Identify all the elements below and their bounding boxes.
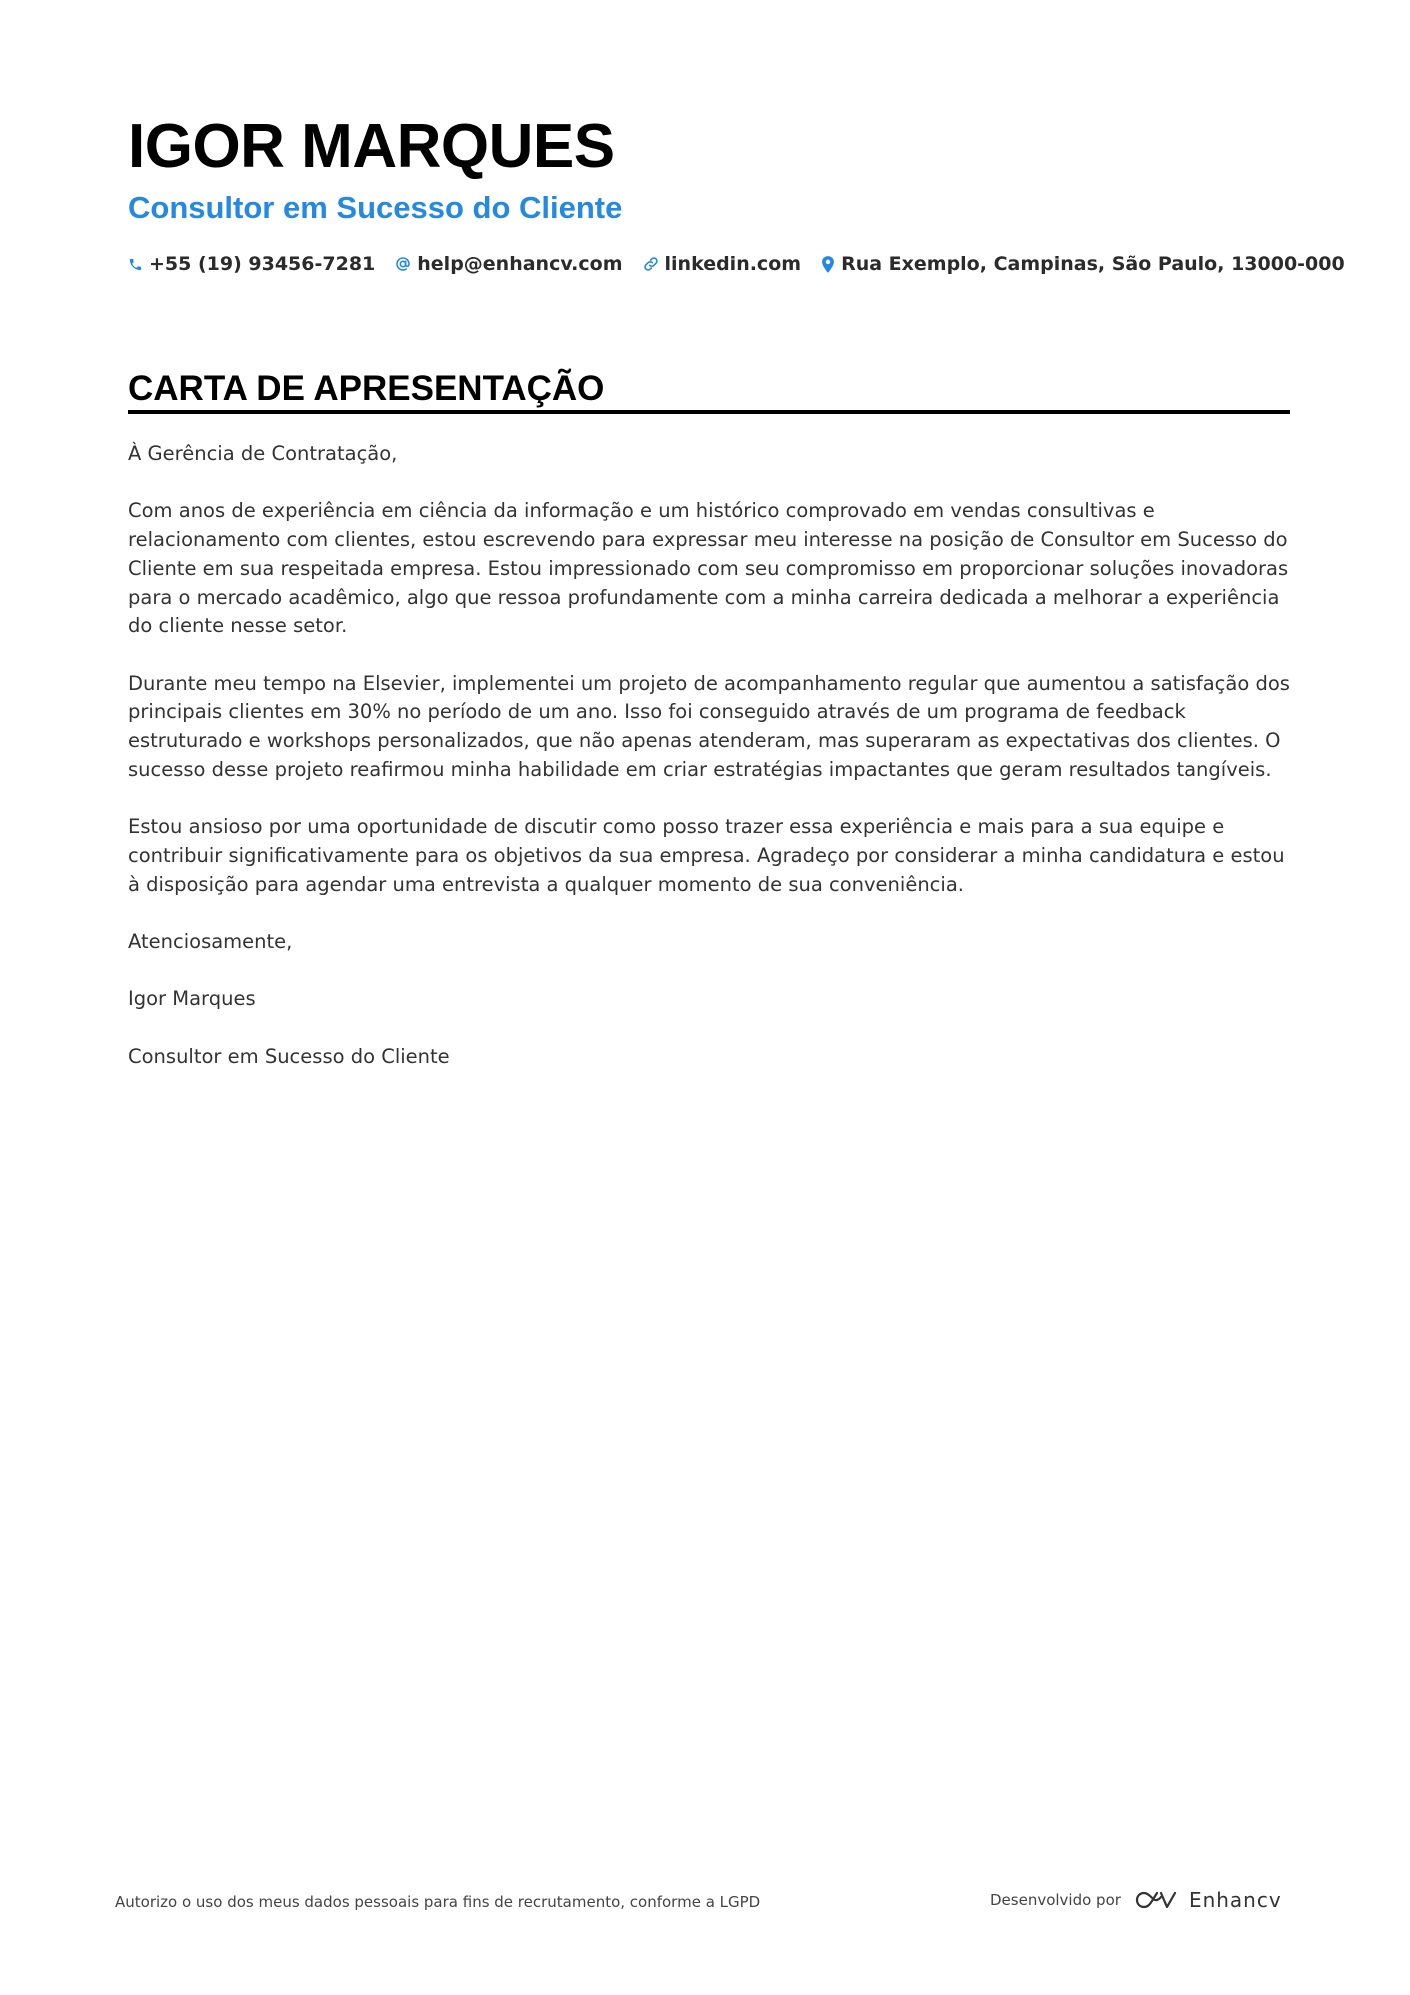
letter-closing: Atenciosamente, [128,929,293,953]
contact-linkedin[interactable] [643,253,802,275]
at-icon [395,256,411,272]
signature-name: Igor Marques [128,987,256,1011]
enhancv-logo-text: Enhancv [1188,1888,1282,1912]
enhancv-logo-icon [1133,1888,1179,1912]
letter-paragraph: Durante meu tempo na Elsevier, implementei um projeto de acompanhamento regular que aumentou a satisfação dos principais clientes em 30% no período de um ano. Isso foi conseguido através de um programa de feedback estruturado e workshops personalizados, que não apenas atenderam, mas superaram as expectativas dos clientes. O sucesso desse projeto reafirmou minha habilidade em criar estratégias impactantes que geram resultados tangíveis. [128,671,1290,781]
powered-by[interactable] [990,1888,1282,1912]
link-icon [643,256,659,272]
letter-greeting: À Gerência de Contratação, [128,442,398,465]
contact-phone-text: +55 (19) 93456-7281 [149,253,376,275]
contact-bar [128,253,1365,275]
contact-address [821,253,1345,275]
section-divider [128,410,1290,414]
powered-by-label: Desenvolvido por [990,1891,1121,1909]
contact-linkedin-text: linkedin.com [664,253,802,275]
letter-paragraph: Estou ansioso por uma oportunidade de discutir como posso trazer essa experiência e mais para a sua equipe e contribuir significativamente para os objetivos da sua empresa. Agradeço por considerar a minha candidatura e estou à disposição para agendar uma entrevista a qualquer momento de sua conveniência. [128,815,1285,896]
contact-email[interactable] [395,253,622,275]
enhancv-logo[interactable] [1133,1888,1282,1912]
location-pin-icon [821,256,835,273]
phone-icon [128,257,143,272]
candidate-role: Consultor em Sucesso do Cliente [128,190,623,225]
letter-body [128,440,1290,1100]
contact-address-text: Rua Exemplo, Campinas, São Paulo, 13000-000 [841,253,1345,275]
signature-role: Consultor em Sucesso do Cliente [128,1044,450,1068]
letter-paragraph: Com anos de experiência em ciência da informação e um histórico comprovado em vendas consultivas e relacionamento com clientes, estou escrevendo para expressar meu interesse na posição de Consultor em Sucesso do Cliente em sua respeitada empresa. Estou impressionado com seu compromisso em proporcionar soluções inovadoras para o mercado acadêmico, algo que ressoa profundamente com a minha carreira dedicada a melhorar a experiência do cliente nesse setor. [128,499,1289,638]
contact-email-text: help@enhancv.com [417,253,623,275]
section-title: CARTA DE APRESENTAÇÃO [128,369,605,408]
contact-phone [128,253,375,275]
consent-notice: Autorizo o uso dos meus dados pessoais para fins de recrutamento, conforme a LGPD [115,1893,761,1911]
candidate-name: IGOR MARQUES [128,112,615,181]
